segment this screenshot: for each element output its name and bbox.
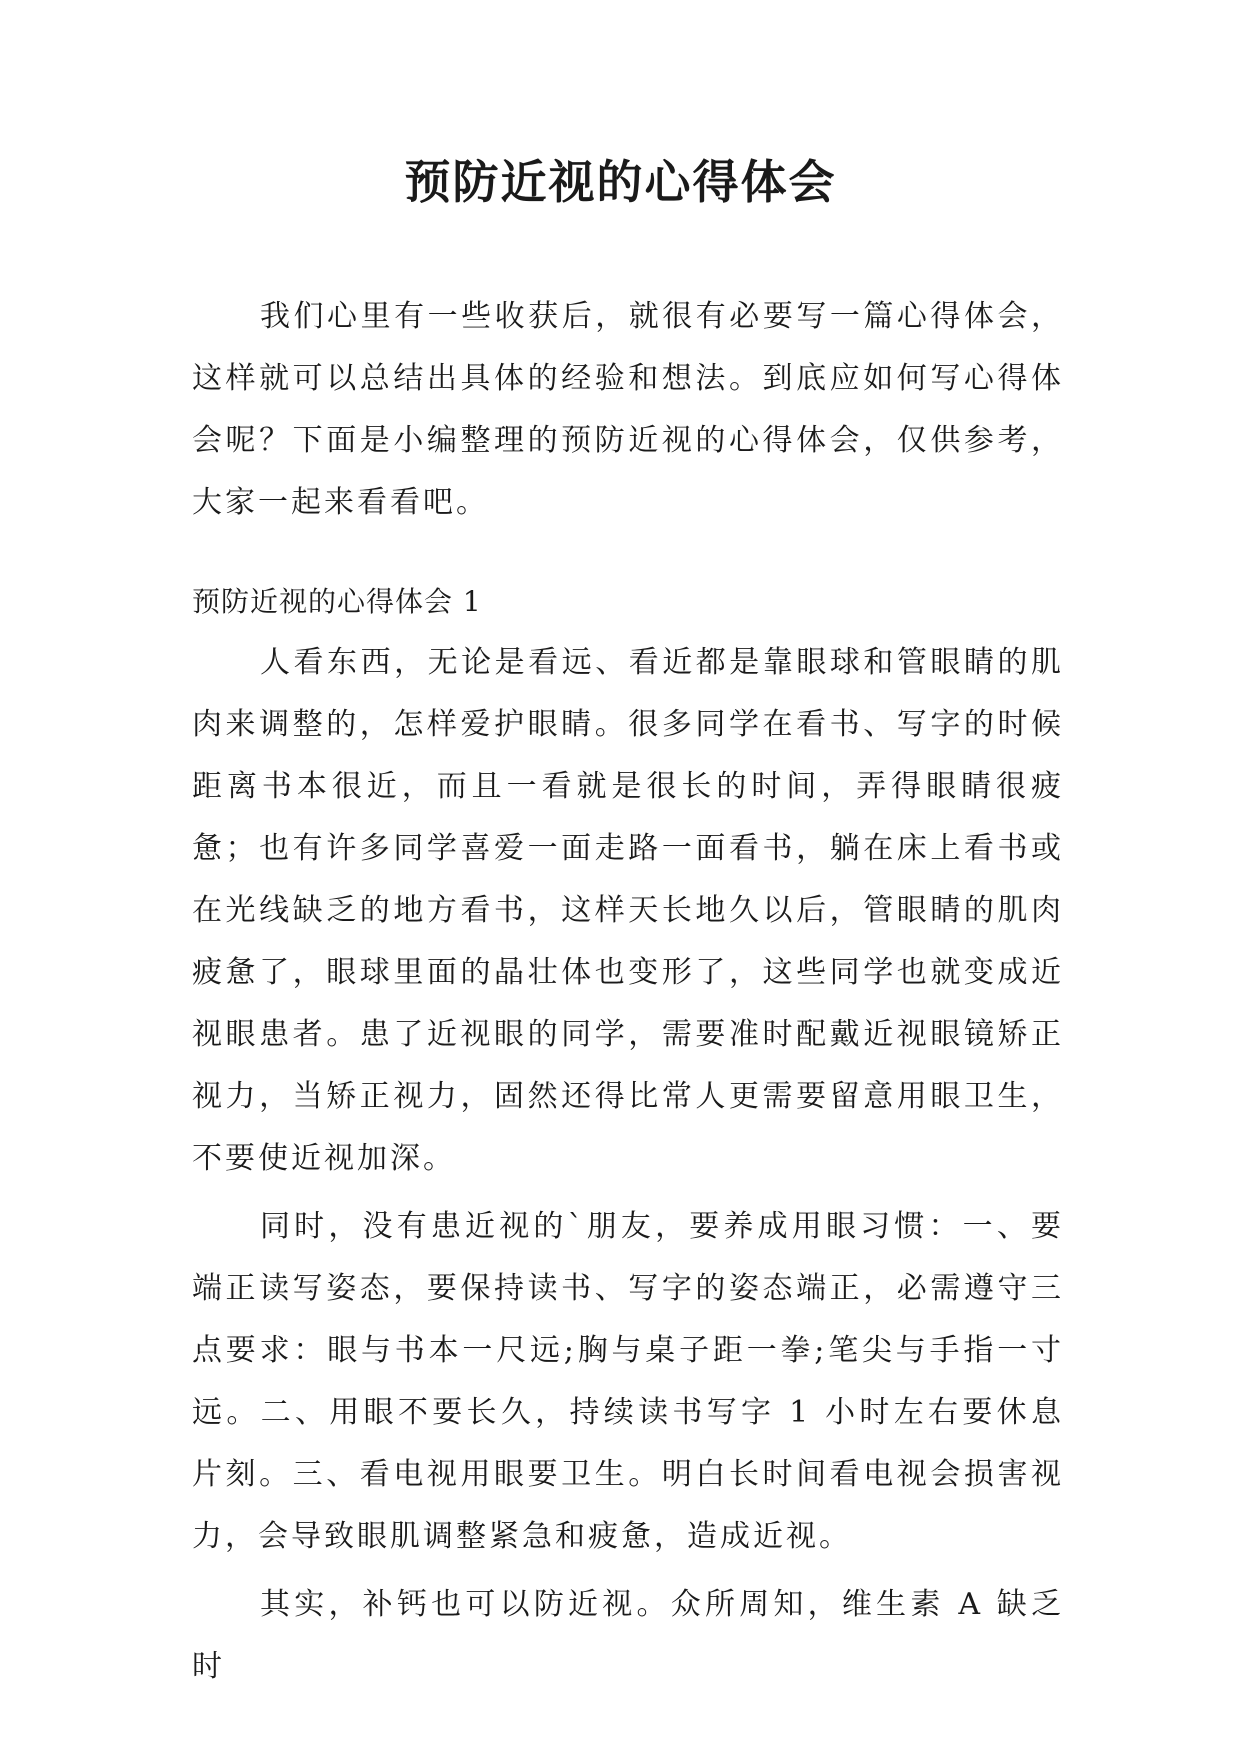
section-heading: 预防近视的心得体会 1 (192, 585, 482, 618)
document-title: 预防近视的心得体会 (404, 155, 837, 209)
intro-section (192, 286, 1064, 534)
body-paragraph-2: 同时，没有患近视的`朋友，要养成用眼习惯：一、要端正读写姿态，要保持读书、写字的姿态端正，必需遵守三点要求：眼与书本一尺远;胸与桌子距一拳;笔尖与手指一寸远。二、用眼不要长久，持续读书写字 1 小时左右要休息片刻。三、看电视用眼要卫生。明白长时间看电视会损害视力，会导致眼肌调整紧急和疲惫，造成近视。 (192, 1209, 1064, 1554)
section-body (192, 632, 1064, 1698)
body-paragraph-1: 人看东西，无论是看远、看近都是靠眼球和管眼睛的肌肉来调整的，怎样爱护眼睛。很多同学在看书、写字的时候距离书本很近，而且一看就是很长的时间，弄得眼睛很疲惫；也有许多同学喜爱一面走路一面看书，躺在床上看书或在光线缺乏的地方看书，这样天长地久以后，管眼睛的肌肉疲惫了，眼球里面的晶壮体也变形了，这些同学也就变成近视眼患者。患了近视眼的同学，需要准时配戴近视眼镜矫正视力，当矫正视力，固然还得比常人更需要留意用眼卫生，不要使近视加深。 (192, 645, 1064, 1176)
body-paragraph-3: 其实，补钙也可以防近视。众所周知，维生素 A 缺乏时 (192, 1587, 1064, 1684)
intro-paragraph: 我们心里有一些收获后，就很有必要写一篇心得体会，这样就可以总结出具体的经验和想法。到底应如何写心得体会呢？下面是小编整理的预防近视的心得体会，仅供参考，大家一起来看看吧。 (192, 299, 1064, 520)
